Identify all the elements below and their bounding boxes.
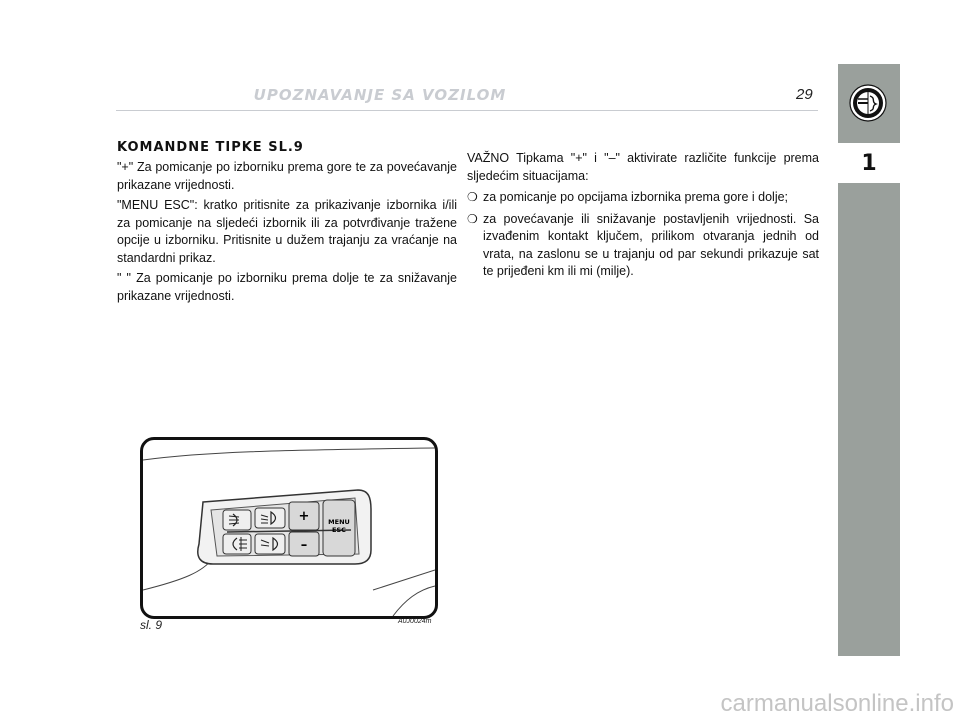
list-item-text: za povećavanje ili snižavanje postavljenih vrijednosti. Sa izvađenim kontakt ključem, prilikom otvaranja jednih od vrata, na zaslonu se u trajanju od par sekundi prikazuje sat te prijeđeni km ili mi (milje).	[483, 211, 819, 278]
list-item	[467, 211, 819, 281]
brand-logo-icon	[849, 84, 887, 122]
figure-label: sl. 9	[140, 618, 163, 632]
list-item	[467, 189, 819, 207]
plus-label: +	[298, 509, 310, 524]
paragraph-plus: "+" Za pomicanje po izborniku prema gore te za povećavanje prikazane vrijednosti.	[117, 160, 457, 192]
figure-code: A0J0024m	[398, 618, 432, 625]
control-panel-illustration	[143, 440, 435, 616]
menu-label: MENU	[328, 518, 350, 526]
paragraph-menu-esc: "MENU ESC": kratko pritisnite za prikazivanje izbornika i/ili za pomicanje na sljedeći izbornik ili za potvrđivanje tražene opcije u izborniku. Pritisnite u dužem trajanju za vraćanje na standardni prikaz.	[117, 198, 457, 265]
low-beam-button	[255, 508, 285, 528]
switch-panel	[198, 490, 371, 564]
list-item-text: za pomicanje po opcijama izbornika prema gore i dolje;	[483, 190, 789, 204]
important-note: VAŽNO Tipkama "+" i "–" aktivirate različite funkcije prema sljedećim situacijama:	[467, 151, 819, 183]
esc-label: ESC	[332, 526, 346, 534]
bullet-icon: ❍	[467, 211, 478, 226]
left-column	[117, 140, 457, 308]
figure-control-buttons	[140, 437, 438, 619]
paragraph-minus: " " Za pomicanje po izborniku prema dolje te za snižavanje prikazane vrijednosti.	[117, 271, 457, 303]
headlamp-level-button	[255, 534, 285, 554]
right-column	[467, 150, 819, 281]
header-divider	[116, 110, 818, 111]
section-title: UPOZNAVANJE SA VOZILOM	[253, 86, 507, 104]
minus-label: –	[300, 538, 308, 553]
bullet-icon: ❍	[467, 190, 478, 204]
watermark-text: carmanualsonline.info	[720, 690, 954, 717]
chapter-number: 1	[838, 143, 900, 183]
section-heading: KOMANDNE TIPKE SL.9	[117, 140, 304, 155]
page-number: 29	[796, 86, 813, 103]
